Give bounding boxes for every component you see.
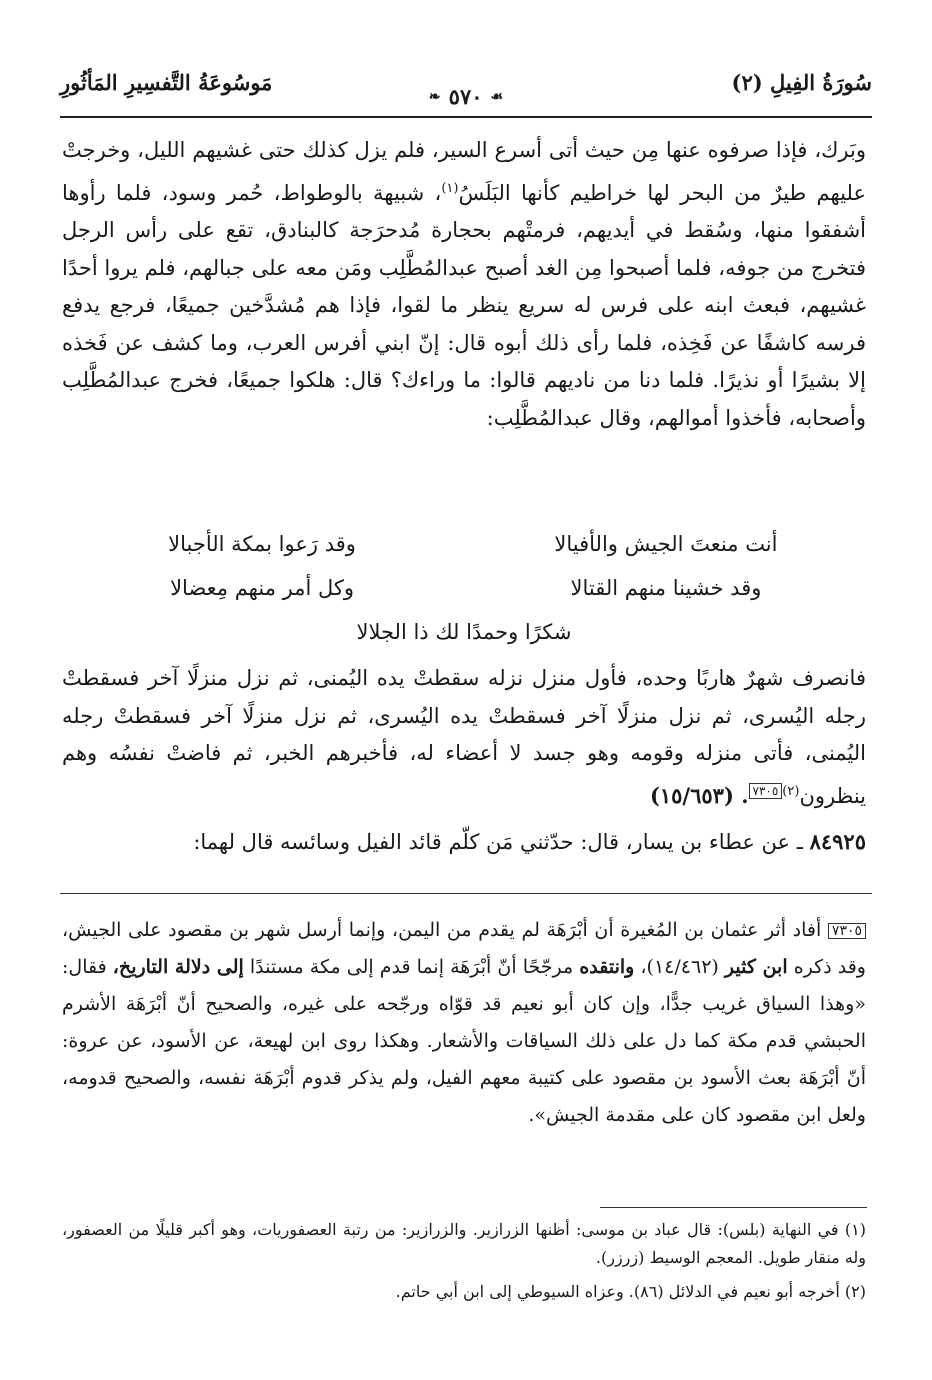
surah-title: سُورَةُ الفِيلِ (٢) [731, 69, 872, 95]
hemistich-2a: وقد خشينا منهم القتالا [570, 576, 762, 600]
footnote-2: (٢) أخرجه أبو نعيم في الدلائل (٨٦). وعزاه السيوطي إلى ابن أبي حاتم. [395, 1282, 866, 1301]
poem-line-1 [62, 522, 866, 566]
note-bold: إلى دلالة التاريخ، [112, 956, 244, 978]
note-box-ref[interactable]: ٧٣٠٥ [749, 783, 783, 799]
ornament-right-icon: ☙ [490, 88, 504, 105]
note-text: فقال: «وهذا السياق غريب جدًّا، وإن كان أبو نعيم قد قوّاه ورجّحه على غيره، والصحيح أنّ أبْرَهَة الأشرم الحبشي قدم مكة كما دل على ذلك السياقات والأشعار. وهكذا روى ابن لهيعة، عن الأسود، عن عروة: أنّ أبْرَهَة بعث الأسود بن مقصود على كتيبة معهم الفيل، ولم يذكر قدوم أبْرَهَة نفسه، والصحيح قدومه، ولعل ابن مقصود كان على مقدمة الجيش». [62, 956, 866, 1126]
page-number-block [429, 84, 503, 109]
ornament-left-icon: ❧ [428, 88, 441, 105]
volume-reference: . (١٥/٦٥٣) [649, 782, 749, 808]
footnote-ref-1[interactable]: (١) [441, 180, 459, 196]
paragraph-text: وبَرك، فإذا صرفوه عنها مِن حيث أتى أسرع السير، فلم يزل كذلك حتى غشيهم الليل، وخرجتْ عليهم طيرٌ من البحر لها خراطيم كأنها البَلَسُ [62, 138, 867, 205]
poem [62, 522, 866, 654]
hadith-number: ٨٤٩٢٥ [809, 829, 866, 854]
note-text: أفاد أثر عثمان بن المُغيرة أن أبْرَهَة لم يقدم من اليمن، وإنما أرسل شهر بن مقصود على الجيش، وقد ذكره [62, 919, 866, 978]
footnote-1: (١) في النهاية (بلس): قال عباد بن موسى: أظنها الزرازير. والزرازير: من رتبة العصفوريات، وهو أكبر قليلًا من العصفور، وله منقار طويل. المعجم الوسيط (زرزر). [62, 1220, 866, 1267]
note-text: (١٤/٤٦٢)، [640, 956, 719, 978]
note-box-number: ٧٣٠٥ [828, 923, 866, 939]
header-rule [60, 116, 872, 118]
hemistich-2b: وكل أمر منهم مِعضالا [170, 576, 355, 600]
footnote-divider [600, 1207, 867, 1208]
main-paragraph-2 [62, 660, 866, 862]
poem-line-3: شكرًا وحمدًا لك ذا الجلالا [356, 620, 572, 644]
footnote-ref-2[interactable]: (٢) [782, 783, 800, 799]
poem-line-2 [62, 566, 866, 610]
paragraph-text-cont: ، شبيهة بالوطواط، حُمر وسود، فلما رأوها أشفقوا منها، وسُقط في أيديهم، فرمتْهم بحجارة مُدحرَجة كالبنادق، تقع على رأس الرجل فتخرج من جوفه، فلما أصبحوا مِن الغد أصبح عبدالمُطَّلِب ومَن معه على جبالهم، فلم يروا أحدًا غشيهم، فبعث ابنه على فرس له سريع ينظر ما لقوا، فإذا هم مُشدَّخين جميعًا، فرجع يدفع فرسه كاشفًا عن فَخِذه، فلما رأى ذلك أبوه قال: إنّ ابني أفرس العرب، وما كشف عن فَخذه إلا بشيرًا أو نذيرًا. فلما دنا من ناديهم قالوا: ما وراءك؟ قال: هلكوا جميعًا، فخرج عبدالمُطَّلِب وأصحابه، فأخذوا أموالهم، وقال عبدالمُطَّلِب: [62, 180, 866, 430]
hemistich-1a: أنت منعتَ الجيش والأفيالا [554, 532, 778, 556]
scholarly-note [62, 912, 866, 1134]
paragraph-text: فانصرف شهرٌ هاربًا وحده، فأول منزل نزله سقطتْ يده اليُمنى، ثم نزل منزلًا آخر فسقطتْ رجله اليُسرى، ثم نزل منزلًا آخر فسقطتْ يده اليُسرى، ثم نزل منزلًا آخر فسقطتْ رجله اليُمنى، فأتى منزله وقومه وهو جسد لا أعضاء له، فأخبرهم الخبر، ثم فاضتْ نفسُه وهم ينظرون [62, 666, 866, 808]
note-divider [60, 893, 872, 894]
note-text: مرجّحًا أنّ أبْرَهَة إنما قدم إلى مكة مستندًا [249, 956, 574, 978]
page-number: ٥٧٠ [448, 84, 483, 109]
footnotes [62, 1216, 866, 1312]
hadith-text: ـ عن عطاء بن يسار، قال: حدّثني مَن كلّم قائد الفيل وسائسه قال لهما: [193, 830, 803, 854]
note-bold: ابن كثير [724, 956, 788, 978]
book-title: مَوسُوعَةُ التَّفسِيرِ المَأثُورِ [60, 69, 273, 95]
main-paragraph-1 [62, 132, 866, 437]
hemistich-1b: وقد رَعوا بمكة الأجبالا [168, 532, 356, 556]
hadith-entry [62, 823, 866, 862]
note-bold: وانتقده [579, 956, 635, 978]
